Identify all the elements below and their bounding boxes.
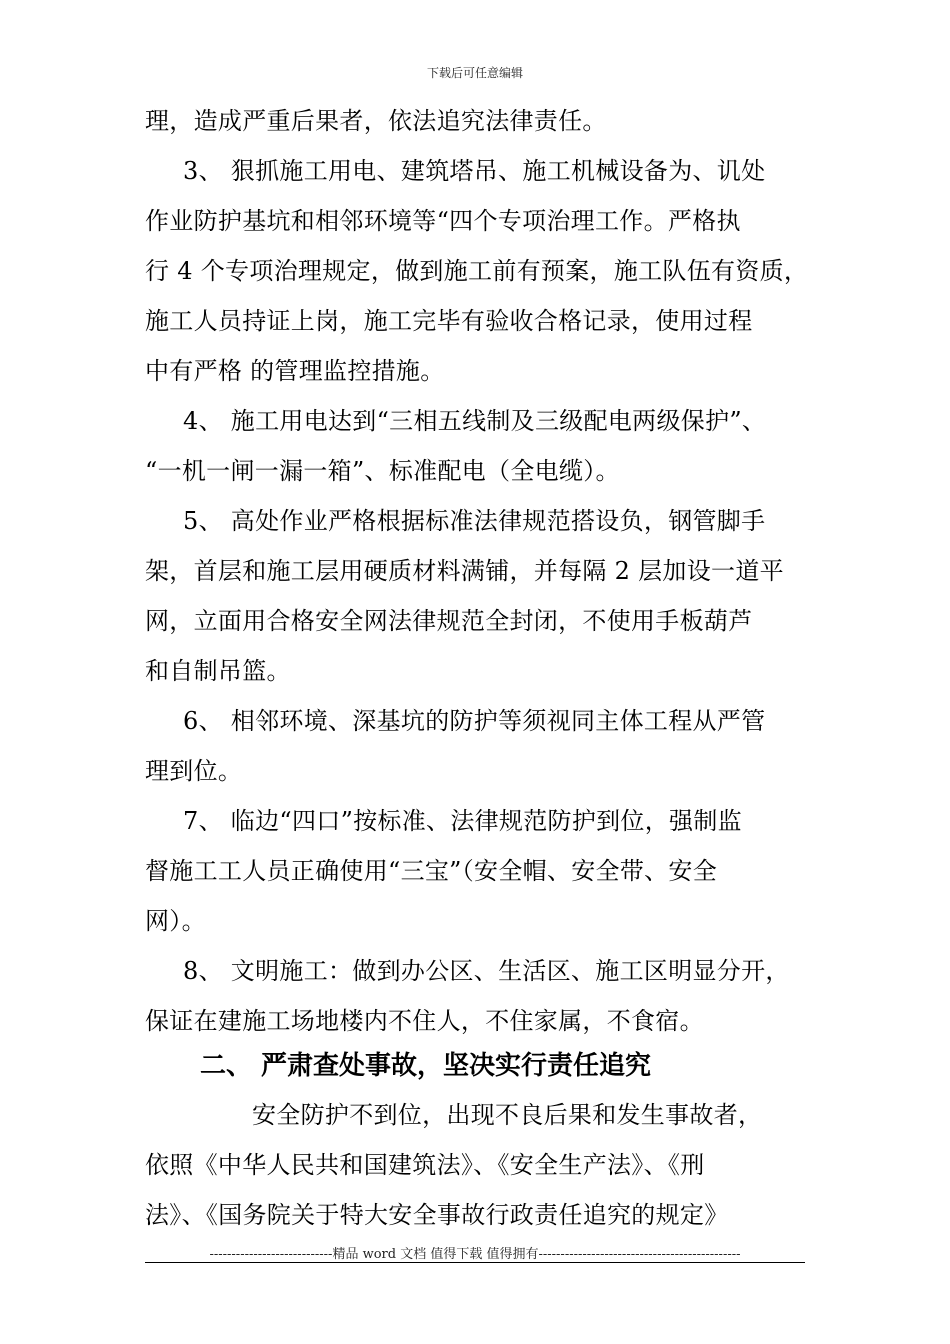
text-line: 理，造成严重后果者，依法追究法律责任。 (145, 107, 607, 135)
page-header: 下载后可任意编辑 (426, 66, 523, 80)
text-line: 网）。 (145, 907, 206, 935)
text-line: 中有严格 的管理监控措施。 (145, 357, 445, 385)
text-line: 依照《中华人民共和国建筑法》、《安全生产法》、《刑 (145, 1151, 705, 1179)
text-line: 网，立面用合格安全网法律规范全封闭，不使用手板葫芦 (145, 607, 753, 635)
text-line: 架，首层和施工层用硬质材料满铺，并每隔 2 层加设一道平 (145, 557, 784, 585)
text-line: “一机一闸一漏一箱”、标准配电（全电缆）。 (145, 457, 620, 485)
text-line: 7、 临边“四口”按标准、法律规范防护到位，强制监 (183, 807, 742, 835)
section-heading: 二、 严肃查处事故，坚决实行责任追究 (200, 1051, 652, 1081)
text-line: 6、 相邻环境、深基坑的防护等须视同主体工程从严管 (183, 707, 766, 735)
text-line: 8、 文明施工：做到办公区、生活区、施工区明显分开， (183, 957, 790, 985)
text-line: 4、 施工用电达到“三相五线制及三级配电两级保护”、 (183, 407, 767, 435)
text-line: 保证在建施工场地楼内不住人，不住家属，不食宿。 (145, 1007, 704, 1035)
text-line: 3、 狠抓施工用电、建筑塔吊、施工机械设备为、讥处 (183, 157, 766, 185)
text-line: 理到位。 (145, 757, 243, 785)
text-line: 施工人员持证上岗，施工完毕有验收合格记录，使用过程 (145, 307, 753, 335)
text-line: 督施工工人员正确使用“三宝”（安全帽、安全带、安全 (145, 857, 718, 885)
text-line: 和自制吊篮。 (145, 657, 291, 685)
text-line: 行 4 个专项治理规定，做到施工前有预案，施工队伍有资质， (145, 257, 809, 285)
page-footer: ----------------------------精品 word 文档 值得下载 值得拥有---------------------------------------------- (209, 1247, 741, 1262)
text-line: 法》、《国务院关于特大安全事故行政责任追究的规定》 (145, 1201, 729, 1229)
text-line: 安全防护不到位，出现不良后果和发生事故者， (252, 1101, 763, 1129)
text-line: 作业防护基坑和相邻环境等“四个专项治理工作。严格执 (145, 207, 741, 235)
footer-rule (145, 1262, 805, 1263)
text-line: 5、 高处作业严格根据标准法律规范搭设负，钢管脚手 (183, 507, 766, 535)
